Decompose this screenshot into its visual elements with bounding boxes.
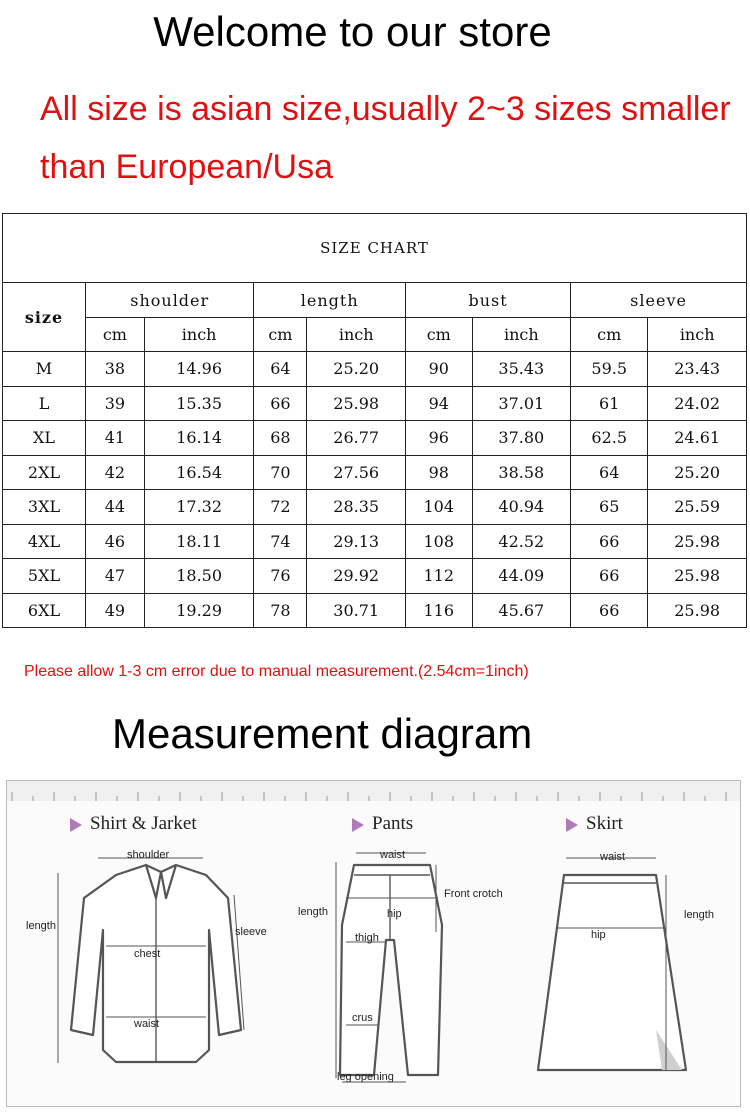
- measurement-cell: 18.50: [144, 559, 254, 594]
- measurement-cell: 108: [406, 524, 472, 559]
- pants-length-label: length: [298, 906, 328, 918]
- measurement-cell: 49: [86, 593, 145, 628]
- measurement-cell: 27.56: [307, 455, 406, 490]
- measurement-cell: 18.11: [144, 524, 254, 559]
- measurement-cell: 76: [254, 559, 307, 594]
- measurement-cell: 46: [86, 524, 145, 559]
- measurement-cell: 37.80: [472, 421, 571, 456]
- measurement-cell: 29.13: [307, 524, 406, 559]
- group-header-bust: bust: [406, 283, 571, 318]
- shirt-shoulder-label: shoulder: [127, 849, 170, 861]
- pants-front-crotch-label: Front crotch: [444, 888, 503, 900]
- skirt-length-label: length: [684, 909, 714, 921]
- size-label-cell: 5XL: [3, 559, 86, 594]
- measurement-cell: 38.58: [472, 455, 571, 490]
- shirt-chest-label: chest: [134, 948, 161, 960]
- measurement-cell: 62.5: [571, 421, 648, 456]
- measurement-cell: 24.61: [648, 421, 747, 456]
- size-row: [3, 455, 747, 490]
- pants-leg-opening-label: leg opening: [337, 1071, 394, 1083]
- section-marker-icon: [352, 818, 364, 832]
- size-label-cell: 2XL: [3, 455, 86, 490]
- measurement-cell: 30.71: [307, 593, 406, 628]
- measurement-cell: 61: [571, 386, 648, 421]
- group-header-length: length: [254, 283, 406, 318]
- size-chart-title: SIZE CHART: [3, 214, 747, 283]
- measurement-cell: 16.54: [144, 455, 254, 490]
- shirt-section-title: [70, 813, 197, 835]
- measurement-cell: 39: [86, 386, 145, 421]
- measurement-cell: 96: [406, 421, 472, 456]
- measurement-cell: 25.20: [648, 455, 747, 490]
- measurement-cell: 112: [406, 559, 472, 594]
- measurement-cell: 66: [571, 524, 648, 559]
- welcome-heading: Welcome to our store: [153, 8, 552, 55]
- unit-header: inch: [307, 318, 406, 352]
- measurement-cell: 25.59: [648, 490, 747, 525]
- measurement-cell: 26.77: [307, 421, 406, 456]
- measurement-cell: 25.98: [648, 593, 747, 628]
- measurement-cell: 98: [406, 455, 472, 490]
- size-label-cell: M: [3, 352, 86, 387]
- unit-header: inch: [144, 318, 254, 352]
- measurement-cell: 25.20: [307, 352, 406, 387]
- size-chart-table: [2, 213, 747, 628]
- measurement-cell: 90: [406, 352, 472, 387]
- shirt-waist-label: waist: [134, 1018, 160, 1030]
- section-marker-icon: [566, 818, 578, 832]
- measurement-cell: 94: [406, 386, 472, 421]
- measurement-cell: 19.29: [144, 593, 254, 628]
- pants-crus-label: crus: [352, 1012, 373, 1024]
- measurement-cell: 68: [254, 421, 307, 456]
- measurement-cell: 66: [571, 559, 648, 594]
- measurement-cell: 47: [86, 559, 145, 594]
- measurement-cell: 23.43: [648, 352, 747, 387]
- measurement-cell: 70: [254, 455, 307, 490]
- group-header-shoulder: shoulder: [86, 283, 254, 318]
- measurement-cell: 40.94: [472, 490, 571, 525]
- measurement-cell: 37.01: [472, 386, 571, 421]
- pants-hip-label: hip: [387, 908, 402, 920]
- unit-header: cm: [406, 318, 472, 352]
- unit-header: cm: [571, 318, 648, 352]
- group-header-sleeve: sleeve: [571, 283, 747, 318]
- measurement-cell: 17.32: [144, 490, 254, 525]
- measurement-cell: 14.96: [144, 352, 254, 387]
- shirt-length-label: length: [26, 920, 56, 932]
- section-marker-icon: [70, 818, 82, 832]
- shirt-title-text: Shirt & Jarket: [90, 813, 197, 834]
- measurement-cell: 25.98: [648, 559, 747, 594]
- unit-header: inch: [648, 318, 747, 352]
- measurement-cell: 78: [254, 593, 307, 628]
- pants-section-title: [352, 813, 413, 835]
- skirt-title-text: Skirt: [586, 813, 623, 834]
- measurement-cell: 74: [254, 524, 307, 559]
- pants-thigh-label: thigh: [355, 932, 379, 944]
- pants-waist-label: waist: [380, 849, 406, 861]
- measurement-cell: 66: [571, 593, 648, 628]
- measurement-cell: 72: [254, 490, 307, 525]
- size-row: [3, 559, 747, 594]
- skirt-hip-label: hip: [591, 929, 606, 941]
- measurement-cell: 38: [86, 352, 145, 387]
- measurement-cell: 104: [406, 490, 472, 525]
- measurement-cell: 15.35: [144, 386, 254, 421]
- measurement-cell: 65: [571, 490, 648, 525]
- measurement-cell: 44.09: [472, 559, 571, 594]
- measurement-cell: 45.67: [472, 593, 571, 628]
- measurement-cell: 66: [254, 386, 307, 421]
- size-row: [3, 593, 747, 628]
- size-label-cell: XL: [3, 421, 86, 456]
- size-label-cell: 4XL: [3, 524, 86, 559]
- measurement-cell: 35.43: [472, 352, 571, 387]
- unit-header: inch: [472, 318, 571, 352]
- size-label-cell: 6XL: [3, 593, 86, 628]
- pants-title-text: Pants: [372, 813, 414, 834]
- measurement-cell: 44: [86, 490, 145, 525]
- measurement-cell: 16.14: [144, 421, 254, 456]
- skirt-waist-label: waist: [600, 851, 626, 863]
- measurement-cell: 42.52: [472, 524, 571, 559]
- size-label-cell: L: [3, 386, 86, 421]
- size-row: [3, 524, 747, 559]
- size-label-cell: 3XL: [3, 490, 86, 525]
- size-row: [3, 352, 747, 387]
- size-row: [3, 490, 747, 525]
- size-column-header: size: [3, 283, 86, 352]
- measurement-cell: 64: [571, 455, 648, 490]
- measurement-error-note: Please allow 1-3 cm error due to manual measurement.(2.54cm=1inch): [24, 663, 529, 680]
- size-row: [3, 386, 747, 421]
- unit-header: cm: [86, 318, 145, 352]
- unit-header: cm: [254, 318, 307, 352]
- measurement-cell: 25.98: [648, 524, 747, 559]
- measurement-cell: 29.92: [307, 559, 406, 594]
- asian-size-notice: [40, 80, 740, 196]
- measurement-cell: 24.02: [648, 386, 747, 421]
- skirt-section-title: [566, 813, 623, 835]
- measurement-cell: 64: [254, 352, 307, 387]
- measurement-cell: 116: [406, 593, 472, 628]
- notice-line-2: than European/Usa: [40, 148, 333, 186]
- measurement-cell: 41: [86, 421, 145, 456]
- size-row: [3, 421, 747, 456]
- measurement-cell: 59.5: [571, 352, 648, 387]
- measurement-cell: 25.98: [307, 386, 406, 421]
- shirt-sleeve-label: sleeve: [235, 926, 267, 938]
- measurement-cell: 42: [86, 455, 145, 490]
- notice-line-1: All size is asian size,usually 2~3 sizes smaller: [40, 90, 731, 128]
- measurement-cell: 28.35: [307, 490, 406, 525]
- measurement-diagram-title: Measurement diagram: [112, 710, 533, 757]
